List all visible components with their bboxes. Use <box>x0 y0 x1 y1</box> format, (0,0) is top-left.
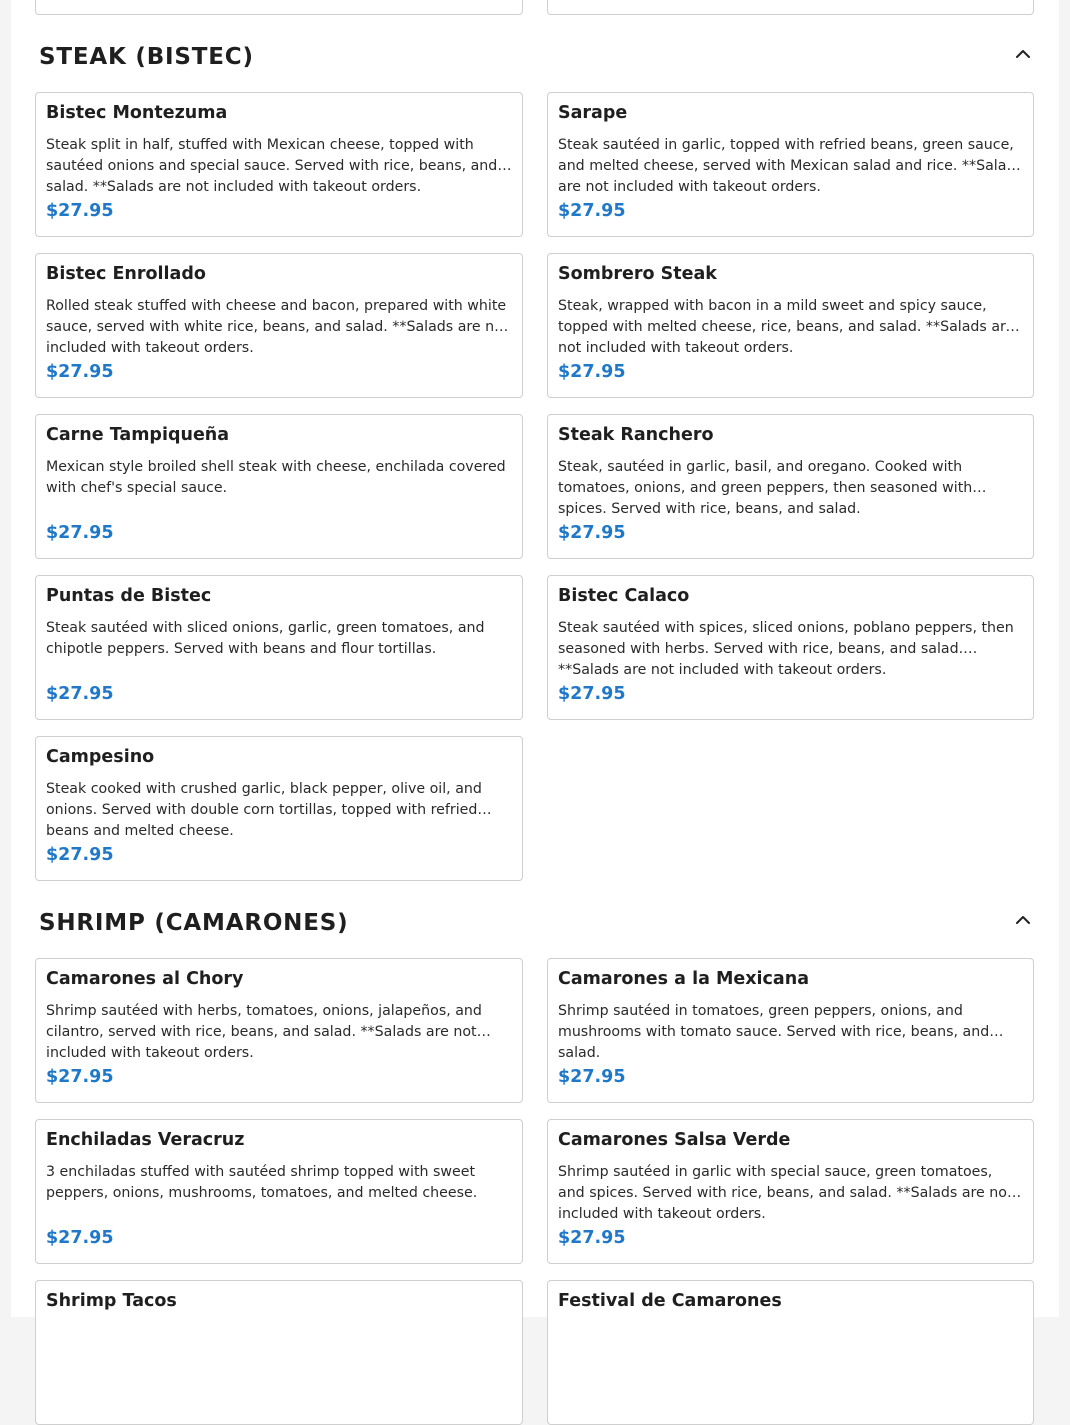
section-shrimp <box>35 902 1034 1425</box>
menu-item-card[interactable] <box>547 575 1034 720</box>
menu-item-name: Camarones a la Mexicana <box>558 969 810 989</box>
menu-item-description: Rolled steak stuffed with cheese and bacon, prepared with white sauce, served with white rice, beans, and salad. **Salads are not included with takeout orders. <box>46 298 509 356</box>
section-steak <box>35 36 1034 881</box>
menu-item-card[interactable] <box>547 253 1034 398</box>
menu-item-card[interactable] <box>35 1280 523 1425</box>
menu-item-description: Steak, sautéed in garlic, basil, and oregano. Cooked with tomatoes, onions, and green peppers, then seasoned with spices. Served with rice, beans, and salad. <box>558 459 973 517</box>
menu-item-card[interactable] <box>35 0 523 15</box>
chevron-up-icon[interactable] <box>1012 42 1034 64</box>
section-title: STEAK (BISTEC) <box>39 44 254 70</box>
menu-item-name: Steak Ranchero <box>558 425 714 445</box>
menu-item-card[interactable] <box>547 0 1034 15</box>
menu-item-price: $27.95 <box>46 201 114 221</box>
menu-item-card[interactable] <box>547 92 1034 237</box>
menu-item-description: 3 enchiladas stuffed with sautéed shrimp topped with sweet peppers, onions, mushrooms, tomatoes, and melted cheese. <box>46 1164 478 1201</box>
menu-item-price: $27.95 <box>46 523 114 543</box>
menu-item-name: Bistec Montezuma <box>46 103 228 123</box>
menu-item-description: Mexican style broiled shell steak with cheese, enchilada covered with chef's special sauce. <box>46 459 506 496</box>
menu-item-description: Steak sautéed with spices, sliced onions, poblano peppers, then seasoned with herbs. Served with rice, beans, and salad. **Salads are not included with takeout orders. <box>558 620 1014 678</box>
menu-item-card[interactable] <box>35 253 523 398</box>
menu-item-price: $27.95 <box>46 1067 114 1087</box>
menu-item-card[interactable] <box>35 1119 523 1264</box>
menu-item-description: Steak, wrapped with bacon in a mild sweet and spicy sauce, topped with melted cheese, rice, beans, and salad. **Salads are not included with takeout orders. <box>558 298 1015 356</box>
menu-item-name: Puntas de Bistec <box>46 586 212 606</box>
menu-item-price: $27.95 <box>558 1067 626 1087</box>
menu-item-description: Shrimp sautéed in tomatoes, green peppers, onions, and mushrooms with tomato sauce. Served with rice, beans, and salad. <box>558 1003 990 1061</box>
section-header[interactable] <box>35 902 1034 958</box>
menu-item-description: Shrimp sautéed with herbs, tomatoes, onions, jalapeños, and cilantro, served with rice, beans, and salad. **Salads are not included with takeout orders. <box>46 1003 482 1061</box>
menu-item-name: Camarones al Chory <box>46 969 244 989</box>
menu-item-description: Steak cooked with crushed garlic, black pepper, olive oil, and onions. Served with double corn tortillas, topped with refried beans and melted cheese. <box>46 781 482 839</box>
menu-item-price: $27.95 <box>46 1228 114 1248</box>
menu-items-grid <box>35 92 1034 881</box>
menu-item-price: $27.95 <box>558 362 626 382</box>
menu-item-name: Bistec Calaco <box>558 586 690 606</box>
menu-item-name: Camarones Salsa Verde <box>558 1130 791 1150</box>
menu-item-price: $27.95 <box>46 845 114 865</box>
menu-item-card[interactable] <box>35 575 523 720</box>
menu-item-name: Campesino <box>46 747 155 767</box>
menu-item-price: $27.95 <box>558 523 626 543</box>
menu-item-name: Festival de Camarones <box>558 1291 782 1311</box>
menu-item-card[interactable] <box>35 736 523 881</box>
menu-item-name: Carne Tampiqueña <box>46 425 230 445</box>
menu-item-card[interactable] <box>547 958 1034 1103</box>
menu-item-name: Shrimp Tacos <box>46 1291 177 1311</box>
menu-item-price: $27.95 <box>558 684 626 704</box>
menu-page <box>11 0 1059 1317</box>
menu-item-name: Sarape <box>558 103 628 123</box>
section-title: SHRIMP (CAMARONES) <box>39 910 349 936</box>
menu-item-price: $27.95 <box>558 201 626 221</box>
previous-section-items <box>35 0 1034 15</box>
chevron-up-icon[interactable] <box>1012 908 1034 930</box>
menu-item-description: Steak split in half, stuffed with Mexican cheese, topped with sautéed onions and special sauce. Served with rice, beans, and salad. **Salads are not included with takeout orders. <box>46 137 498 195</box>
menu-item-card[interactable] <box>547 414 1034 559</box>
menu-item-card[interactable] <box>35 958 523 1103</box>
menu-item-description <box>46 1323 512 1365</box>
menu-item-description: Shrimp sautéed in garlic with special sauce, green tomatoes, and spices. Served with rice, beans, and salad. **Salads are not included with takeout orders. <box>558 1164 1013 1222</box>
menu-item-card[interactable] <box>547 1119 1034 1264</box>
menu-item-price: $27.95 <box>46 362 114 382</box>
menu-item-description: Steak sautéed in garlic, topped with refried beans, green sauce, and melted cheese, served with Mexican salad and rice. **Salads are not included with takeout orders. <box>558 137 1023 195</box>
menu-items-grid <box>35 958 1034 1425</box>
menu-item-name: Enchiladas Veracruz <box>46 1130 245 1150</box>
menu-item-price: $27.95 <box>558 1228 626 1248</box>
menu-item-price: $27.95 <box>46 684 114 704</box>
menu-item-description: Steak sautéed with sliced onions, garlic, green tomatoes, and chipotle peppers. Served with beans and flour tortillas. <box>46 620 485 657</box>
menu-item-description <box>558 1323 1023 1365</box>
section-header[interactable] <box>35 36 1034 92</box>
menu-item-card[interactable] <box>35 414 523 559</box>
menu-item-card[interactable] <box>35 92 523 237</box>
menu-item-name: Bistec Enrollado <box>46 264 206 284</box>
menu-item-card[interactable] <box>547 1280 1034 1425</box>
menu-item-name: Sombrero Steak <box>558 264 717 284</box>
